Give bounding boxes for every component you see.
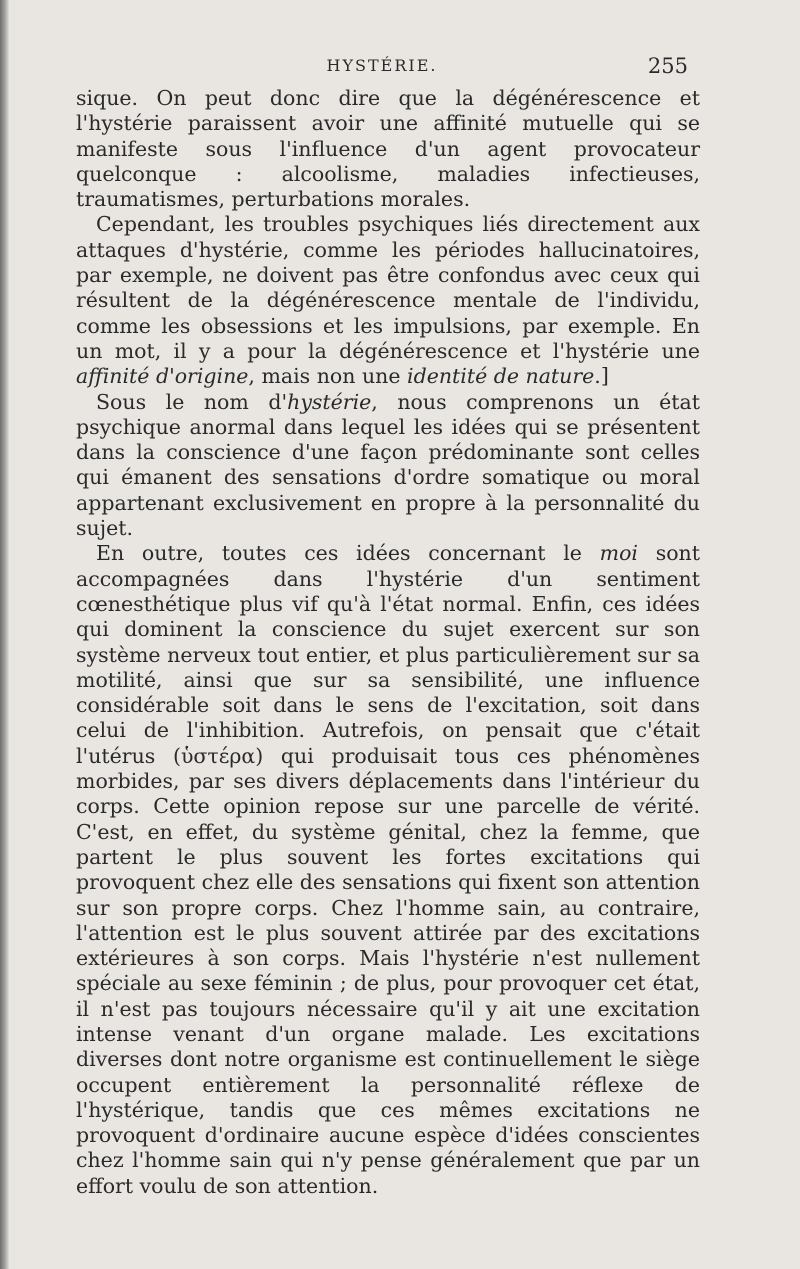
paragraph-1 — [76, 86, 700, 212]
text-run: .] — [594, 364, 609, 389]
text-run: Cependant, les troubles psychiques liés directement aux attaques d'hystérie, comme les périodes hallucinatoires, par exemple, ne doivent pas être confondus avec ceux qui résultent de la dégénérescence mentale de l'individu, comme les obsessions et les impulsions, par exemple. En un mot, il y a pour la dégénérescence et l'hystérie une — [76, 212, 700, 363]
page-header — [76, 54, 688, 84]
text-run: , mais non une — [248, 364, 408, 389]
italic-run: moi — [599, 541, 638, 566]
text-run: Sous le nom d' — [96, 389, 288, 414]
paragraph-2 — [76, 212, 700, 389]
page-number: 255 — [647, 54, 688, 78]
paragraph-3 — [76, 390, 700, 542]
paragraph-4 — [76, 541, 700, 1199]
text-run: En outre, toutes ces idées concernant le — [96, 541, 600, 566]
italic-run: identité de nature — [407, 364, 595, 389]
book-spine-edge — [0, 0, 9, 1269]
italic-run: affinité d'origine — [76, 364, 249, 389]
text-run: , nous comprenons un état psychique anormal dans lequel les idées qui se présentent dans la conscience d'une façon prédominante sont celles qui émanent des sensations d'ordre somatique ou moral appartenant exclusivement en propre à la personnalité du sujet. — [76, 389, 701, 541]
italic-run: hystérie — [287, 389, 372, 414]
text-run: sique. On peut donc dire que la dégénérescence et l'hystérie paraissent avoir une affinité mutuelle qui se manifeste sous l'influence d'un agent provocateur quelconque : alcoolisme, maladies infectieuses, traumatismes, perturbations morales. — [76, 86, 700, 212]
body-text — [76, 86, 700, 1199]
running-title: HYSTÉRIE. — [326, 56, 438, 75]
text-run: sont accompagnées dans l'hystérie d'un sentiment cœnesthétique plus vif qu'à l'état normal. Enfin, ces idées qui dominent la conscience du sujet exercent sur son système nerveux tout entier, et plus particulièrement sur sa motilité, ainsi que sur sa sensibilité, une influence considérable soit dans le sens de l'excitation, soit dans celui de l'inhibition. Autrefois, on pensait que c'était l'utérus (ὑστέρα) qui produisait tous ces phénomènes morbides, par ses divers déplacements dans l'intérieur du corps. Cette opinion repose sur une parcelle de vérité. C'est, en effet, du système génital, chez la femme, que partent le plus souvent les fortes excitations qui provoquent chez elle des sensations qui fixent son attention sur son propre corps. Chez l'homme sain, au contraire, l'attention est le plus souvent attirée par des excitations extérieures à son corps. Mais l'hystérie n'est nullement spéciale au sexe féminin ; de plus, pour provoquer cet état, il n'est pas toujours nécessaire qu'il y ait une excitation intense venant d'un organe malade. Les excitations diverses dont notre organisme est continuellement le siège occupent entièrement la personnalité réflexe de l'hystérique, tandis que ces mêmes excitations ne provoquent d'ordinaire aucune espèce d'idées conscientes chez l'homme sain qui n'y pense généralement que par un effort voulu de son attention. — [76, 541, 700, 1198]
